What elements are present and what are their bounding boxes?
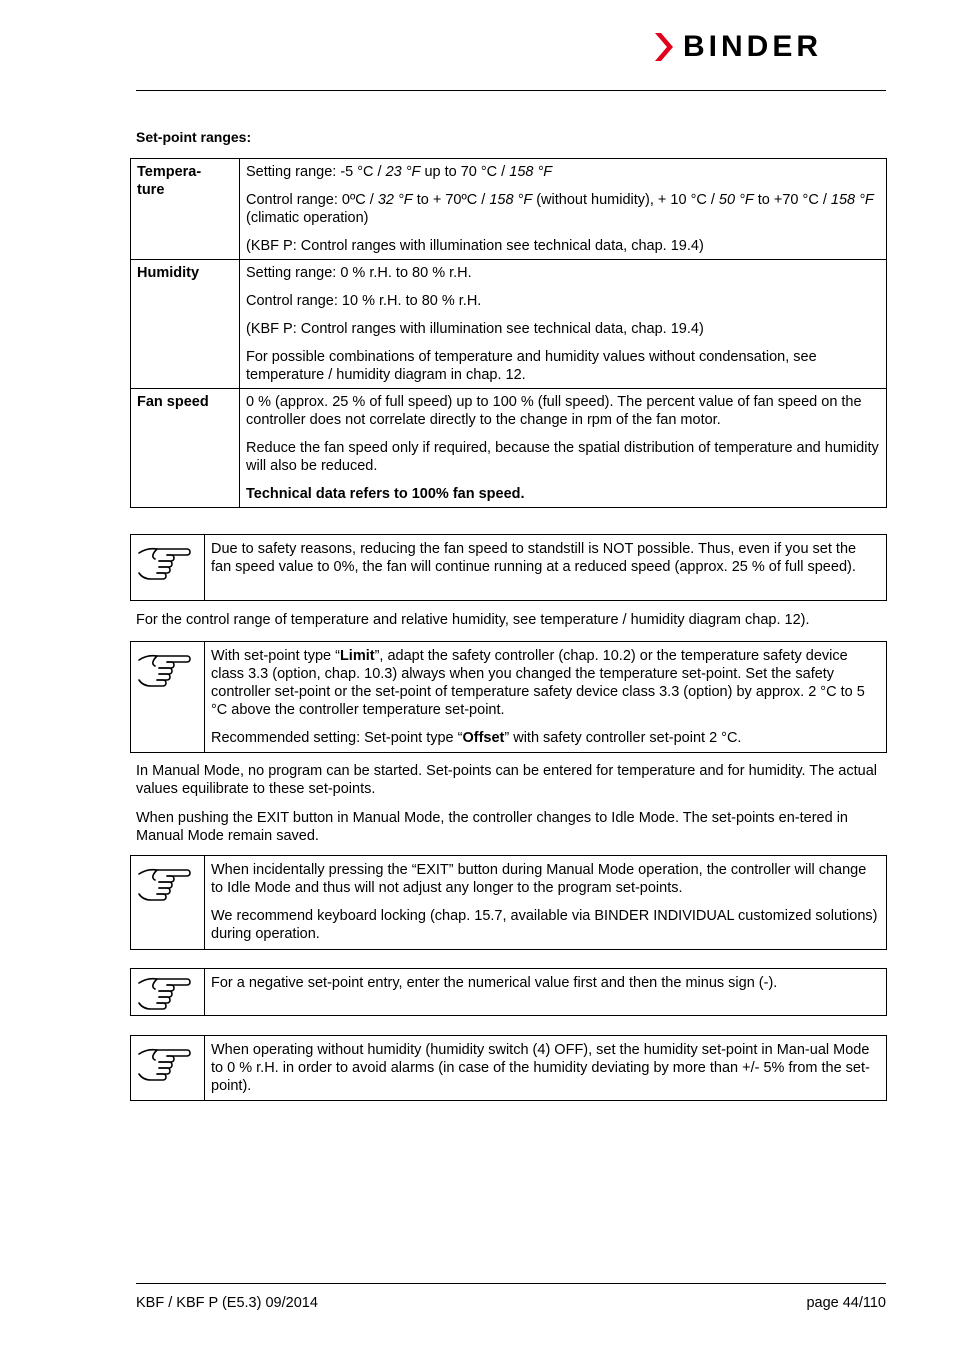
binder-logo-icon (655, 31, 677, 63)
row-label-humidity: Humidity (131, 260, 240, 389)
note-paragraph: For a negative set-point entry, enter the numerical value first and then the minus sign (-). (211, 975, 778, 991)
row-label-fan-speed: Fan speed (131, 389, 240, 508)
footer-rule (136, 1283, 886, 1284)
temperature-control-range: Control range: 0ºC / 32 °F to + 70ºC / 158 °F (without humidity), + 10 °C / 50 °F to +70 °C / 158 °F (climatic operation) (246, 192, 874, 226)
pointing-hand-icon (137, 543, 193, 583)
fan-speed-technical-note: Technical data refers to 100% fan speed. (246, 486, 525, 502)
pointing-hand-icon (137, 650, 193, 690)
humidity-setting-range: Setting range: 0 % r.H. to 80 % r.H. (246, 265, 472, 281)
note-text (205, 642, 886, 752)
note-paragraph: When operating without humidity (humidity switch (4) OFF), set the humidity set-point in Man-ual Mode to 0 % r.H. in order to avoid alarms (in case of the humidity deviating by more than +/- 5% from the set-point). (211, 1042, 870, 1094)
body-paragraph: In Manual Mode, no program can be started. Set-points can be entered for temperature and for humidity. The actual values equilibrate to these set-points. (136, 763, 877, 797)
note-box (130, 1035, 887, 1101)
logo-text: BINDER (683, 30, 823, 63)
note-box (130, 855, 887, 950)
note-paragraph: Due to safety reasons, reducing the fan speed to standstill is NOT possible. Thus, even if you set the fan speed value to 0%, the fan will continue running at a reduced speed (approx. 25 % of full speed). (211, 541, 857, 575)
note-box (130, 968, 887, 1016)
header-rule (136, 90, 886, 91)
fan-speed-range: 0 % (approx. 25 % of full speed) up to 100 % (full speed). The percent value of fan speed on the controller does not correlate directly to the change in rpm of the fan motor. (246, 394, 862, 428)
note-box (130, 641, 887, 753)
setpoint-ranges-table (130, 158, 887, 508)
row-label-temperature: Tempera- ture (131, 159, 240, 260)
fan-speed-reduce-note: Reduce the fan speed only if required, because the spatial distribution of temperature and humidity will also be reduced. (246, 440, 879, 474)
body-paragraph: For the control range of temperature and relative humidity, see temperature / humidity diagram chap. 12). (136, 612, 810, 628)
pointing-hand-icon (137, 1044, 193, 1084)
note-icon-cell (131, 856, 205, 949)
note-paragraph: Recommended setting: Set-point type “Offset” with safety controller set-point 2 °C. (211, 730, 742, 746)
note-paragraph: With set-point type “Limit”, adapt the safety controller (chap. 10.2) or the temperature safety device class 3.3 (option, chap. 10.3) always when you changed the temperature set-point. Set the safety controller set-point or the set-point of temperature safety device class 3.3 (option) by approx. 2 °C to 5 °C above the controller temperature set-point. (211, 648, 865, 718)
table-row (131, 260, 887, 389)
body-paragraph: When pushing the EXIT button in Manual Mode, the controller changes to Idle Mode. The set-points en-tered in Manual Mode remain saved. (136, 810, 849, 844)
section-title: Set-point ranges: (136, 129, 252, 145)
note-icon-cell (131, 535, 205, 600)
temperature-setting-range: Setting range: -5 °C / 23 °F up to 70 °C / 158 °F (246, 164, 553, 180)
row-body-temperature (240, 159, 887, 260)
pointing-hand-icon (137, 864, 193, 904)
footer-page-number: page 44/110 (806, 1295, 886, 1311)
footer-document-id: KBF / KBF P (E5.3) 09/2014 (136, 1295, 318, 1311)
humidity-control-range: Control range: 10 % r.H. to 80 % r.H. (246, 293, 482, 309)
note-text (205, 1036, 886, 1100)
note-text (205, 535, 886, 600)
pointing-hand-icon (137, 973, 193, 1013)
row-body-humidity (240, 260, 887, 389)
row-body-fan-speed (240, 389, 887, 508)
note-paragraph: We recommend keyboard locking (chap. 15.7, available via BINDER INDIVIDUAL customized solutions) during operation. (211, 908, 878, 942)
note-text (205, 969, 783, 1015)
note-text (205, 856, 886, 949)
note-paragraph: When incidentally pressing the “EXIT” button during Manual Mode operation, the controller will change to Idle Mode and thus will not adjust any longer to the program set-points. (211, 862, 867, 896)
humidity-illumination-note: (KBF P: Control ranges with illumination see technical data, chap. 19.4) (246, 321, 704, 337)
note-icon-cell (131, 642, 205, 752)
note-icon-cell (131, 1036, 205, 1100)
temperature-illumination-note: (KBF P: Control ranges with illumination see technical data, chap. 19.4) (246, 238, 704, 254)
table-row (131, 389, 887, 508)
note-box (130, 534, 887, 601)
humidity-combinations-note: For possible combinations of temperature and humidity values without condensation, see temperature / humidity diagram in chap. 12. (246, 349, 817, 383)
binder-logo (655, 31, 822, 63)
table-row (131, 159, 887, 260)
note-icon-cell (131, 969, 205, 1015)
